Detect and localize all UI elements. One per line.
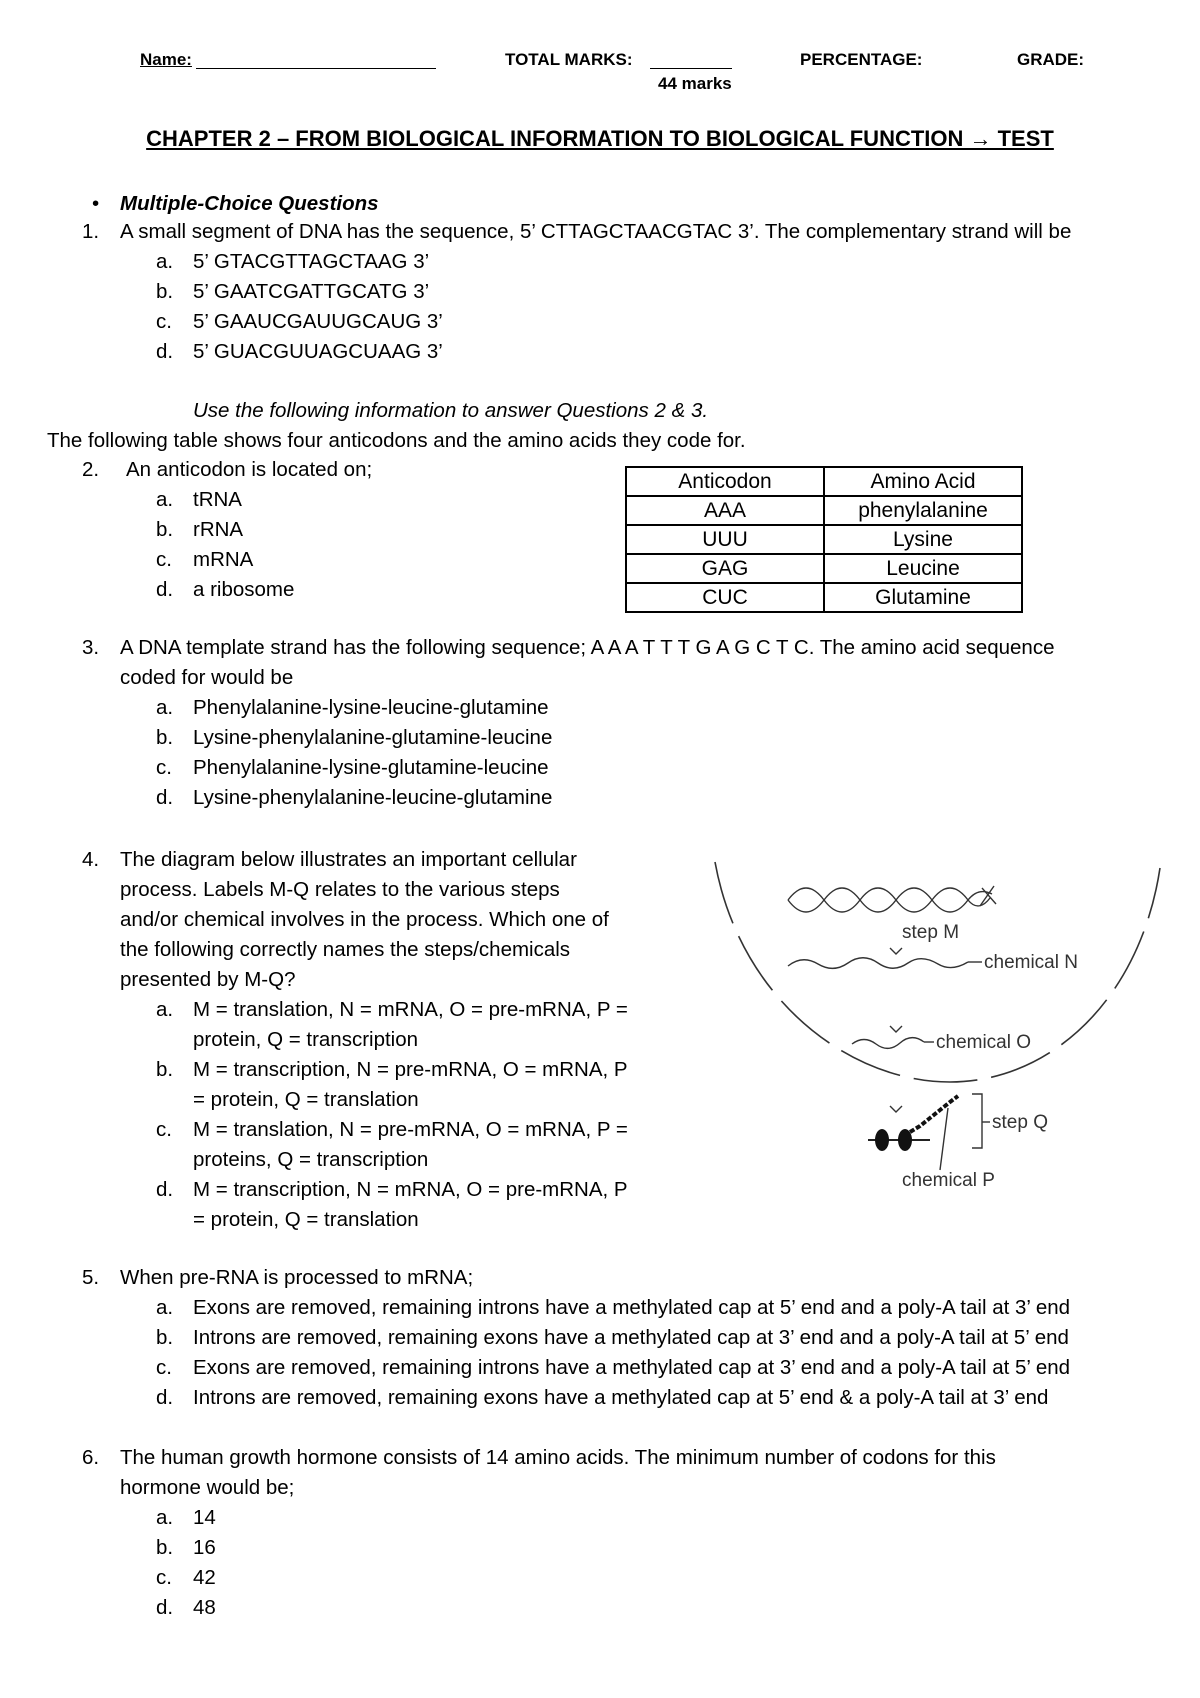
table-cell-amino-acid: phenylalanine [824,496,1022,525]
table-intro: The following table shows four anticodons and the amino acids they code for. [47,429,746,452]
q2-option-b: rRNA [193,518,244,541]
arrow-down-icon [890,1106,902,1112]
chemical-p-label: chemical P [902,1170,995,1191]
chemical-o-strand-icon [852,1038,924,1049]
name-blank-line [196,68,436,69]
q1-option-a: 5’ GTACGTTAGCTAAG 3’ [193,250,430,273]
q4-option-d-line1: M = transcription, N = mRNA, O = pre-mRNA, P [193,1178,628,1201]
q1-text: A small segment of DNA has the sequence, 5’ CTTAGCTAACGTAC 3’. The complementary strand will be [120,220,1072,243]
q3-text-line1: A DNA template strand has the following sequence; A A A T T T G A G C T C. The amino acid sequence [120,636,1055,659]
q5-option-c-letter: c. [156,1356,172,1379]
q6-option-b-letter: b. [156,1536,174,1559]
q3-number: 3. [82,636,100,659]
percentage-label: PERCENTAGE: [800,50,923,69]
q1-option-d-letter: d. [156,340,174,363]
q6-text-line1: The human growth hormone consists of 14 amino acids. The minimum number of codons for this [120,1446,996,1469]
q3-option-c-letter: c. [156,756,172,779]
chemical-n-label: chemical N [984,952,1078,973]
polypeptide-chain-icon [910,1096,958,1132]
q2-option-d-letter: d. [156,578,174,601]
table-header-amino-acid: Amino Acid [824,467,1022,496]
table-header-anticodon: Anticodon [626,467,824,496]
q5-option-a: Exons are removed, remaining introns have a methylated cap at 5’ end and a poly-A tail at 3’ end [193,1296,1071,1319]
q2-number: 2. [82,458,100,481]
q1-option-c: 5’ GAAUCGAUUGCAUG 3’ [193,310,443,333]
q3-option-a: Phenylalanine-lysine-leucine-glutamine [193,696,549,719]
table-cell-anticodon: GAG [626,554,824,583]
q2-option-a: tRNA [193,488,242,511]
q5-text: When pre-RNA is processed to mRNA; [120,1266,474,1289]
q6-option-a-letter: a. [156,1506,174,1529]
q6-text-line2: hormone would be; [120,1476,295,1499]
dna-helix-icon [788,886,996,912]
q2-option-c: mRNA [193,548,254,571]
q2-text: An anticodon is located on; [126,458,373,481]
q4-option-c-letter: c. [156,1118,172,1141]
q4-option-c-line1: M = translation, N = pre-mRNA, O = mRNA, P = [193,1118,628,1141]
anticodon-table [625,466,1023,613]
table-row [626,583,1022,612]
q4-option-a-line2: protein, Q = transcription [193,1028,419,1051]
table-cell-amino-acid: Leucine [824,554,1022,583]
q2-option-c-letter: c. [156,548,172,571]
table-cell-amino-acid: Glutamine [824,583,1022,612]
q2-option-a-letter: a. [156,488,174,511]
section-heading: Multiple-Choice Questions [120,192,379,215]
table-cell-anticodon: AAA [626,496,824,525]
q5-option-b-letter: b. [156,1326,174,1349]
q3-option-b-letter: b. [156,726,174,749]
q5-option-d-letter: d. [156,1386,174,1409]
chemical-n-strand-icon [788,958,968,969]
page-title: CHAPTER 2 – FROM BIOLOGICAL INFORMATION TO BIOLOGICAL FUNCTION → TEST [146,126,1054,151]
bracket-icon [972,1094,982,1148]
bullet-icon: • [92,192,100,215]
cell-process-diagram [700,850,1170,1210]
q5-option-b: Introns are removed, remaining exons have a methylated cap at 3’ end and a poly-A tail at 5’ end [193,1326,1069,1349]
q6-option-c: 42 [193,1566,216,1589]
q4-option-a-letter: a. [156,998,174,1021]
table-cell-anticodon: CUC [626,583,824,612]
ribosome-icon [868,1129,930,1151]
q4-option-a-line1: M = translation, N = mRNA, O = pre-mRNA, P = [193,998,628,1021]
q2-option-b-letter: b. [156,518,174,541]
q6-number: 6. [82,1446,100,1469]
q1-number: 1. [82,220,100,243]
q1-option-c-letter: c. [156,310,172,333]
step-m-label: step M [902,922,960,943]
total-marks-blank-line [650,68,732,69]
q6-option-d: 48 [193,1596,216,1619]
q4-option-d-letter: d. [156,1178,174,1201]
table-row [626,525,1022,554]
q6-option-a: 14 [193,1506,216,1529]
q3-option-b: Lysine-phenylalanine-glutamine-leucine [193,726,553,749]
q1-option-d: 5’ GUACGUUAGCUAAG 3’ [193,340,443,363]
table-cell-amino-acid: Lysine [824,525,1022,554]
arrow-down-icon [890,948,902,954]
arrow-down-icon [890,1026,902,1032]
q3-option-d: Lysine-phenylalanine-leucine-glutamine [193,786,553,809]
q1-option-b: 5’ GAATCGATTGCATG 3’ [193,280,430,303]
q4-option-b-line2: = protein, Q = translation [193,1088,419,1111]
name-label: Name: [140,50,192,69]
q4-text-line5: presented by M-Q? [120,968,296,991]
q6-option-d-letter: d. [156,1596,174,1619]
total-marks-label: TOTAL MARKS: [505,50,633,69]
q4-option-d-line2: = protein, Q = translation [193,1208,419,1231]
q3-option-c: Phenylalanine-lysine-glutamine-leucine [193,756,549,779]
grade-label: GRADE: [1017,50,1085,69]
q5-option-d: Introns are removed, remaining exons have a methylated cap at 5’ end & a poly-A tail at 3’ end [193,1386,1049,1409]
table-row [626,554,1022,583]
q4-text-line3: and/or chemical involves in the process. Which one of [120,908,609,931]
info-instruction: Use the following information to answer Questions 2 & 3. [193,399,709,422]
q5-option-a-letter: a. [156,1296,174,1319]
table-row [626,496,1022,525]
q3-text-line2: coded for would be [120,666,294,689]
table-header-row [626,467,1022,496]
q3-option-d-letter: d. [156,786,174,809]
q1-option-b-letter: b. [156,280,174,303]
q4-text-line1: The diagram below illustrates an important cellular [120,848,577,871]
q3-option-a-letter: a. [156,696,174,719]
q1-option-a-letter: a. [156,250,174,273]
q4-text-line2: process. Labels M-Q relates to the various steps [120,878,560,901]
q4-number: 4. [82,848,100,871]
table-cell-anticodon: UUU [626,525,824,554]
q4-text-line4: the following correctly names the steps/chemicals [120,938,571,961]
q6-option-b: 16 [193,1536,216,1559]
chemical-o-label: chemical O [936,1032,1032,1053]
step-q-label: step Q [992,1112,1048,1133]
q5-option-c: Exons are removed, remaining introns have a methylated cap at 3’ end and a poly-A tail at 5’ end [193,1356,1071,1379]
q2-option-d: a ribosome [193,578,295,601]
q4-option-c-line2: proteins, Q = transcription [193,1148,429,1171]
q6-option-c-letter: c. [156,1566,172,1589]
q4-option-b-letter: b. [156,1058,174,1081]
q5-number: 5. [82,1266,100,1289]
total-marks-value: 44 marks [658,74,732,93]
q4-option-b-line1: M = transcription, N = pre-mRNA, O = mRNA, P [193,1058,628,1081]
